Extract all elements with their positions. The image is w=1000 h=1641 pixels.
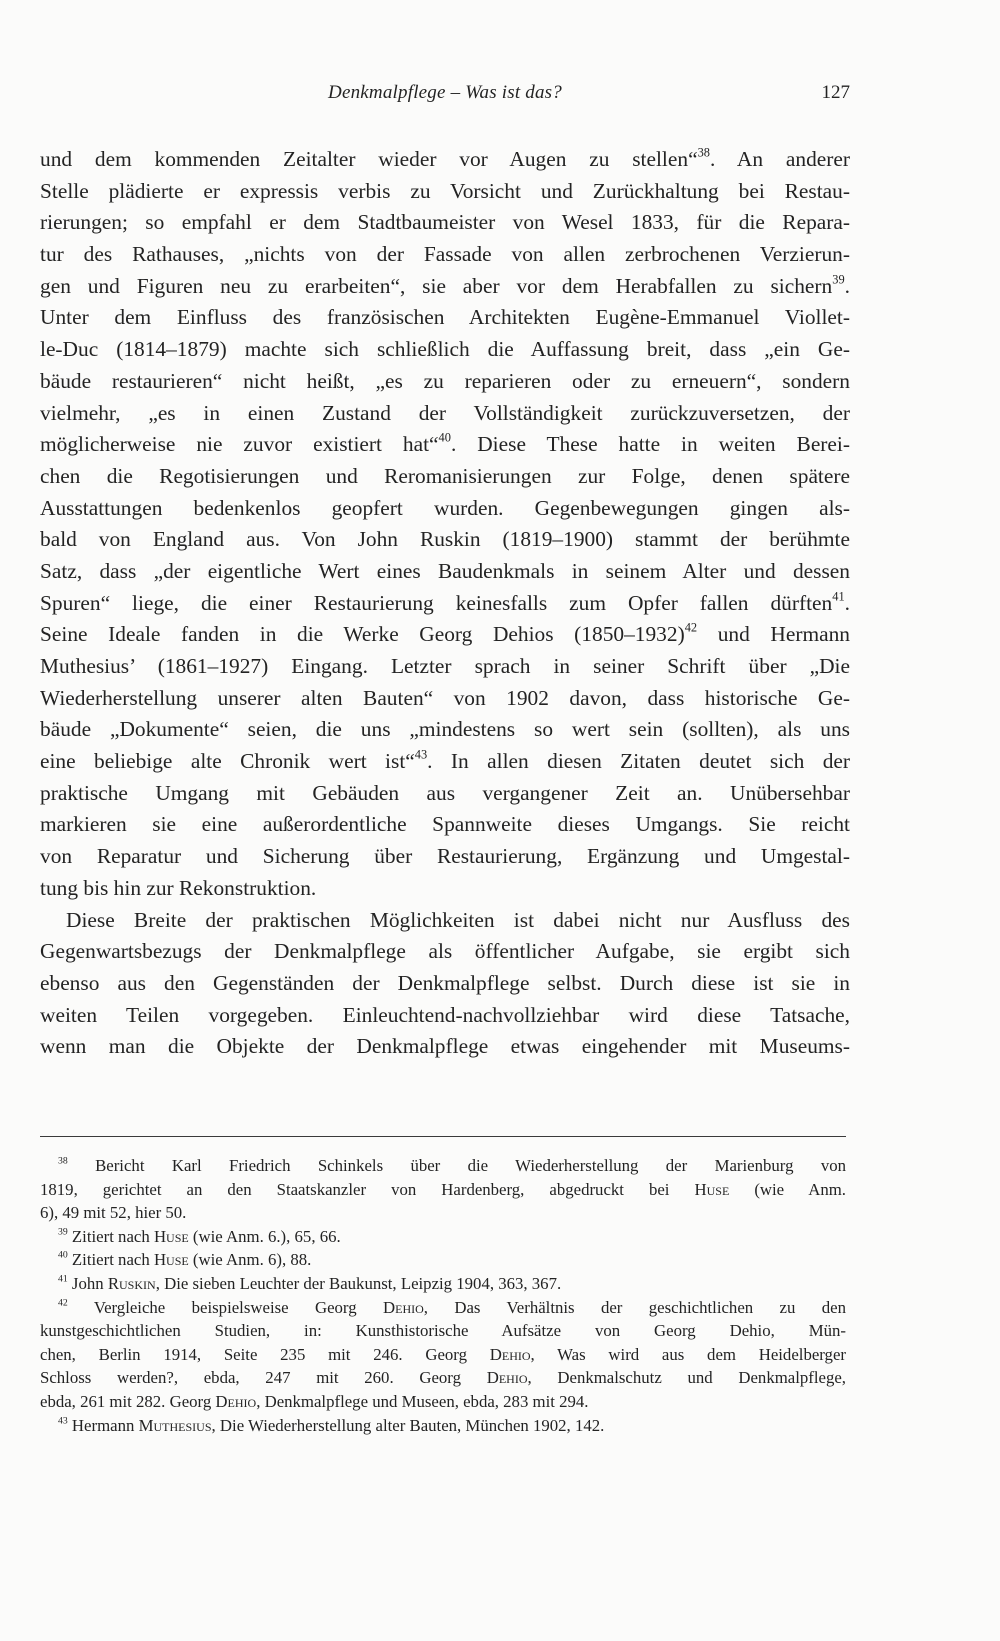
body-line: markieren sie eine außerordentliche Spannweite dieses Umgangs. Sie reicht <box>40 812 850 837</box>
body-line: gen und Figuren neu zu erarbeiten“, sie aber vor dem Herabfallen zu sichern$^{39}$. <box>40 272 850 298</box>
footnote-line: kunstgeschichtlichen Studien, in: Kunsthistorische Aufsätze von Georg Dehio, Mün- <box>40 1321 846 1341</box>
body-line: Unter dem Einfluss des französischen Architekten Eugène-Emmanuel Viollet- <box>40 305 850 330</box>
body-line: von Reparatur und Sicherung über Restaurierung, Ergänzung und Umgestal- <box>40 844 850 869</box>
footnote-line: Schloss werden?, ebda, 247 mit 260. Georg Dehio, Denkmalschutz und Denkmalpflege, <box>40 1368 846 1388</box>
running-head-title: Denkmalpflege – Was ist das? <box>328 82 562 103</box>
footnote-number: 43 <box>58 1415 68 1427</box>
footnote-ref: 42 <box>684 621 698 636</box>
footnote-ref: 43 <box>414 747 428 762</box>
page-number: 127 <box>821 82 850 103</box>
footnote-40: $^{40}$ Zitiert nach Huse (wie Anm. 6), 88. <box>58 1250 312 1270</box>
body-line: eine beliebige alte Chronik wert ist“$^{43}$. In allen diesen Zitaten deutet sich der <box>40 747 851 774</box>
body-line: Gegenwartsbezugs der Denkmalpflege als öffentlicher Aufgabe, sie ergibt sich <box>40 939 850 964</box>
body-line: bald von England aus. Von John Ruskin (1819–1900) stammt der berühmte <box>40 527 850 552</box>
footnote-43: $^{43}$ Hermann Muthesius, Die Wiederherstellung alter Bauten, München 1902, 142. <box>58 1415 605 1435</box>
body-line: vielmehr, „es in einen Zustand der Vollständigkeit zurückzuversetzen, der <box>40 400 850 425</box>
author-name: Dehio <box>383 1297 424 1317</box>
body-line: Stelle plädierte er expressis verbis zu Vorsicht und Zurückhaltung bei Restau- <box>40 178 850 203</box>
body-line: Diese Breite der praktischen Möglichkeiten ist dabei nicht nur Ausfluss des <box>66 907 850 932</box>
footnote-divider <box>40 1136 846 1137</box>
footnote-number: 38 <box>58 1155 68 1167</box>
body-line: bäude restaurieren“ nicht heißt, „es zu reparieren oder zu erneuern“, sondern <box>40 368 850 393</box>
author-name: Huse <box>153 1250 189 1270</box>
body-line: tur des Rathauses, „nichts von der Fassade von allen zerbrochenen Verzierun- <box>40 242 850 267</box>
footnote-number: 42 <box>58 1297 68 1309</box>
author-name: Ruskin <box>107 1273 156 1293</box>
body-line: Ausstattungen bedenkenlos geopfert wurden. Gegenbewegungen gingen als- <box>40 495 850 520</box>
body-text <box>40 144 850 1063</box>
body-line: bäude „Dokumente“ seien, die uns „mindestens so wert sein (sollten), als uns <box>40 717 850 742</box>
body-line: und dem kommenden Zeitalter wieder vor Augen zu stellen“$^{38}$. An anderer <box>40 145 850 171</box>
footnote-number: 40 <box>58 1250 68 1262</box>
footnote-ref: 39 <box>832 272 845 287</box>
footnote-ref: 41 <box>832 589 845 604</box>
body-line: wenn man die Objekte der Denkmalpflege etwas eingehender mit Museums- <box>40 1034 850 1059</box>
body-line: ebenso aus den Gegenständen der Denkmalpflege selbst. Durch diese ist sie in <box>40 970 850 995</box>
footnotes <box>40 1154 846 1437</box>
footnote-number: 41 <box>58 1273 68 1285</box>
author-name: Dehio <box>215 1391 257 1411</box>
footnote-line: ebda, 261 mit 282. Georg Dehio, Denkmalpflege und Museen, ebda, 283 mit 294. <box>40 1391 589 1411</box>
body-line: Satz, dass „der eigentliche Wert eines Baudenkmals in seinem Alter und dessen <box>40 558 850 583</box>
footnote-line: 1819, gerichtet an den Staatskanzler von Hardenberg, abgedruckt bei Huse (wie Anm. <box>40 1179 846 1199</box>
body-line: rierungen; so empfahl er dem Stadtbaumeister von Wesel 1833, für die Repara- <box>40 210 850 235</box>
body-line: chen die Regotisierungen und Reromanisierungen zur Folge, denen spätere <box>40 463 850 488</box>
body-line: Seine Ideale fanden in die Werke Georg Dehios (1850–1932)$^{42}$ und Hermann <box>40 621 850 647</box>
author-name: Huse <box>694 1179 730 1199</box>
author-name: Dehio <box>486 1368 528 1388</box>
footnote-ref: 38 <box>697 145 710 160</box>
footnote-line: chen, Berlin 1914, Seite 235 mit 246. Georg Dehio, Was wird aus dem Heidelberger <box>40 1344 846 1364</box>
footnote-38: $^{38}$ Bericht Karl Friedrich Schinkels über die Wiederherstellung der Marienburg von <box>58 1155 846 1175</box>
author-name: Dehio <box>489 1344 531 1364</box>
body-line: Wiederherstellung unserer alten Bauten“ von 1902 davon, dass historische Ge- <box>40 685 850 710</box>
body-line: weiten Teilen vorgegeben. Einleuchtend-nachvollziehbar wird diese Tatsache, <box>40 1002 850 1027</box>
footnote-number: 39 <box>58 1226 68 1238</box>
author-name: Muthesius <box>138 1415 212 1435</box>
footnote-39: $^{39}$ Zitiert nach Huse (wie Anm. 6.), 65, 66. <box>58 1226 341 1246</box>
body-line: tung bis hin zur Rekonstruktion. <box>40 875 317 900</box>
footnote-line: 6), 49 mit 52, hier 50. <box>40 1203 187 1223</box>
author-name: Huse <box>153 1226 189 1246</box>
footnote-ref: 40 <box>438 430 451 445</box>
body-line: Muthesius’ (1861–1927) Eingang. Letzter sprach in seiner Schrift über „Die <box>40 654 850 678</box>
running-head <box>40 82 850 112</box>
body-line: Spuren“ liege, die einer Restaurierung keinesfalls zum Opfer fallen dürften$^{41}$. <box>40 589 850 615</box>
footnote-42: $^{42}$ Vergleiche beispielsweise Georg Dehio, Das Verhältnis der geschichtlichen zu den <box>58 1297 846 1317</box>
body-line: praktische Umgang mit Gebäuden aus vergangener Zeit an. Unübersehbar <box>40 780 850 805</box>
body-line: le-Duc (1814–1879) machte sich schließlich die Auffassung breit, dass „ein Ge- <box>40 337 850 362</box>
footnote-41: $^{41}$ John Ruskin, Die sieben Leuchter der Baukunst, Leipzig 1904, 363, 367. <box>58 1273 562 1293</box>
body-line: möglicherweise nie zuvor existiert hat“$^{40}$. Diese These hatte in weiten Berei- <box>40 430 850 457</box>
